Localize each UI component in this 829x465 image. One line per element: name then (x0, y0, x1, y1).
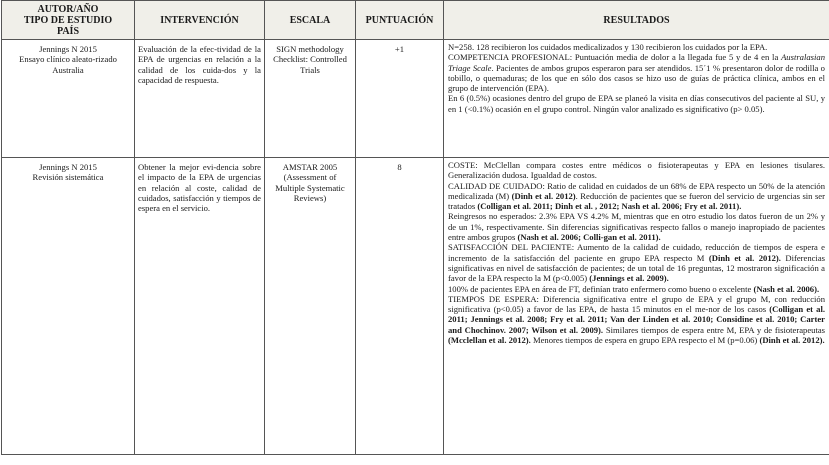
intervention-cell: Obtener la mejor evi-dencia sobre el impacto de la EPA de urgencias en relación al coste, calidad de cuidados, satisfacción y tiempos de espera en el servicio. (135, 158, 265, 455)
scale-name: AMSTAR 2005 (282, 162, 338, 172)
results-paragraph (448, 52, 825, 93)
citation: (Jennings et al. 2009). (589, 273, 669, 284)
results-paragraph (448, 294, 825, 345)
citation: (Dinh et al. 2012). (759, 335, 825, 346)
text-run: Menores tiempos de espera en grupo EPA respecto el M (p=0.06) (530, 335, 760, 346)
results-paragraph: N=258. 128 recibieron los cuidados medicalizados y 130 recibieron los cuidados por la EPA. (448, 42, 768, 52)
author-name: Jennings N 2015 (39, 162, 97, 172)
table-row (2, 40, 829, 158)
header-intervention: INTERVENCIÓN (135, 1, 265, 40)
scale-cell: SIGN methodology Checklist: Controlled Trials (265, 40, 356, 158)
results-paragraph (448, 181, 825, 212)
text-run: . Reducción de pacientes que se fueron del servicio de urgencias sin ser tratados (448, 190, 825, 212)
header-score: PUNTUACIÓN (356, 1, 444, 40)
citation: (Dinh et al. 2012) (511, 190, 576, 201)
score-cell: 8 (356, 158, 444, 455)
header-country-label: PAÍS (56, 25, 80, 37)
scale-cell (265, 158, 356, 455)
scale-description: (Assessment of Multiple Systematic Reviews) (275, 172, 345, 203)
study-type: Ensayo clínico aleato-rizado (19, 54, 117, 65)
header-scale: ESCALA (265, 1, 356, 40)
text-run: . Pacientes de ambos grupos esperaron para ser atendidos. 15´1 % presentaron dolor de rodilla o tobillo, o quemaduras; de los que en sólo dos casos se hizo uso de guías de práctica clínica, ambos en el grupo de intervención (EPA). (448, 62, 825, 94)
header-study-type-label: TIPO DE ESTUDIO (23, 14, 113, 26)
author-cell (2, 40, 135, 158)
results-paragraph: COSTE: McClellan compara costes entre médicos o fisioterapeutas y EPA en lesiones tisulares. Generalización dudosa. Igualdad de costos. (448, 160, 825, 181)
results-cell (444, 40, 829, 158)
italic-term: Australasian Triage Scale (448, 52, 825, 73)
results-paragraph (448, 284, 825, 294)
evidence-table (1, 0, 829, 455)
header-author-label: AUTOR/AÑO (37, 3, 99, 15)
table-row (2, 158, 829, 455)
header-row (2, 1, 829, 40)
text-run: Similares tiempos de espera entre M, EPA y de fisioterapeutas (603, 324, 826, 335)
text-run: Reingresos no esperados: 2.3% EPA VS 4.2% M, mientras que en otro estudio los datos fueron de un 2% y de un 1%, respectivamente. Sin diferencias significativas respecto fallos o manejo inapropiado de pacientes entre ambos grupos (448, 211, 825, 243)
citation: (Nash et al. 2006). (753, 283, 820, 294)
text-run: COMPETENCIA PROFESIONAL: Puntuación media de dolor a la llegada fue 5 y de 4 en la (448, 52, 782, 63)
header-author (2, 1, 135, 40)
text-run: SATISFACCIÓN DEL PACIENTE: Aumento de la calidad de cuidado, reducción de tiempos de espera e incremento de la satisfacción del paciente en grupo EPA respecto M (448, 242, 825, 263)
study-type: Revisión sistemática (32, 172, 104, 183)
text-run: 100% de pacientes EPA en área de FT, definían trato enfermero como bueno o excelente (448, 283, 754, 294)
results-paragraph (448, 242, 825, 283)
results-cell (444, 158, 829, 455)
text-run: Diferencias significativas en nivel de satisfacción de pacientes; de un total de 16 preguntas, 12 mostraron significación a favor de la EPA respecto la M (p<0.005) (448, 252, 825, 284)
text-run: CALIDAD DE CUIDADO: Ratio de calidad en cuidados de un 68% de EPA respecto un 50% de la atención medicalizada (M) (448, 180, 825, 201)
intervention-cell: Evaluación de la efec-tividad de la EPA de urgencias en relación a la calidad de los cuida-dos y la capacidad de respuesta. (135, 40, 265, 158)
citation: (Nash et al. 2006; Colli-gan et al. 2011). (517, 232, 661, 243)
text-run: TIEMPOS DE ESPERA: Diferencia significativa entre el grupo de EPA y el grupo M, con reducción significativa (p<0.05) a favor de las EPA, de hasta 15 minutos en el me-nor de los casos (448, 293, 825, 315)
citation: (Dinh et al. 2012). (708, 252, 781, 263)
header-results: RESULTADOS (444, 1, 829, 40)
results-paragraph: En 6 (0.5%) ocasiones dentro del grupo de EPA se planeó la visita en días consecutivos del paciente al SU, y en 1 (<0.1%) ocasión en el grupo control. Ningún valor analizado es significativo (p> 0.05). (448, 93, 825, 114)
citation: (Mcclellan et al. 2012). (448, 335, 531, 346)
score-cell: +1 (356, 40, 444, 158)
author-name: Jennings N 2015 (39, 44, 97, 54)
author-cell (2, 158, 135, 455)
citation: (Colligan et al. 2011; Dinh et al. , 2012; Nash et al. 2006; Fry et al. 2011). (477, 201, 742, 212)
results-paragraph (448, 211, 825, 242)
citation: (Colligan et al. 2011; Jennings et al. 2008; Fry et al. 2011; Van der Linden et al. 2010; Considine et al. 2010; Carter and Chochinov. 2007; Wilson et al. 2009). (448, 304, 825, 335)
country: Australia (52, 64, 84, 75)
